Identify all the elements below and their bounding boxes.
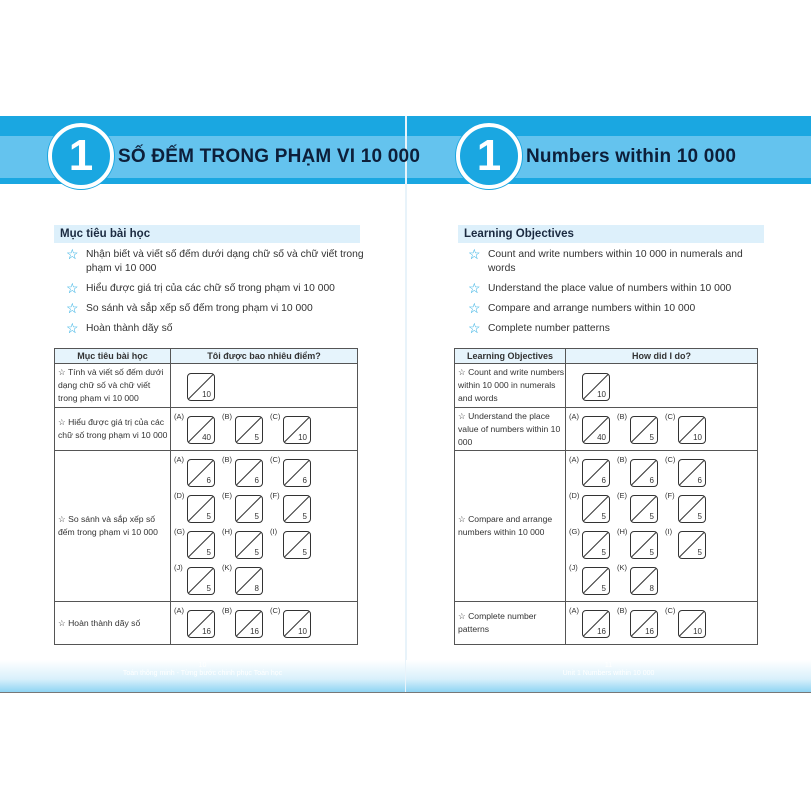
score-box[interactable]: [173, 563, 221, 597]
question-letter: (B): [222, 412, 232, 421]
table-row-label: ☆ Hiểu được giá trị của các chữ số trong phạm vi 10 000: [55, 408, 171, 451]
max-score: 5: [649, 548, 654, 557]
score-box[interactable]: [568, 563, 616, 597]
score-box[interactable]: [616, 606, 664, 640]
table-row-label: ☆ Compare and arrange numbers within 10 000: [455, 451, 566, 602]
page-footer: [406, 662, 811, 678]
score-fraction-box[interactable]: [630, 610, 658, 638]
score-fraction-box[interactable]: [582, 459, 610, 487]
score-box[interactable]: [664, 527, 712, 561]
bottom-rule: [0, 692, 811, 693]
score-box[interactable]: [221, 606, 269, 640]
score-box[interactable]: [173, 412, 221, 446]
question-letter: (C): [665, 412, 676, 421]
score-box[interactable]: [568, 455, 616, 489]
score-fraction-box[interactable]: [235, 495, 263, 523]
score-cells: [566, 408, 757, 450]
footer-text: Toán thông minh - Từng bước chinh phục Toán học: [122, 670, 283, 677]
star-outline-icon: ☆: [468, 300, 481, 316]
question-letter: (C): [270, 412, 281, 421]
score-box[interactable]: [221, 527, 269, 561]
score-box[interactable]: [173, 606, 221, 640]
score-fraction-box[interactable]: [678, 531, 706, 559]
score-cells: [171, 602, 357, 644]
question-letter: (B): [617, 455, 627, 464]
score-box[interactable]: [221, 455, 269, 489]
column-header: How did I do?: [566, 349, 758, 364]
score-box[interactable]: [221, 412, 269, 446]
question-letter: (C): [665, 606, 676, 615]
score-box[interactable]: [616, 455, 664, 489]
score-fraction-box[interactable]: [187, 567, 215, 595]
question-letter: (A): [569, 455, 579, 464]
max-score: 40: [202, 433, 211, 442]
max-score: 5: [697, 512, 702, 521]
score-fraction-box[interactable]: [187, 459, 215, 487]
max-score: 10: [693, 433, 702, 442]
score-fraction-box[interactable]: [582, 610, 610, 638]
score-fraction-box[interactable]: [187, 416, 215, 444]
max-score: 5: [697, 548, 702, 557]
max-score: 8: [254, 584, 259, 593]
score-fraction-box[interactable]: [630, 459, 658, 487]
score-box[interactable]: [269, 491, 317, 525]
score-box[interactable]: [173, 527, 221, 561]
score-box[interactable]: [173, 455, 221, 489]
score-fraction-box[interactable]: [630, 567, 658, 595]
score-fraction-box[interactable]: [235, 531, 263, 559]
max-score: 16: [597, 627, 606, 636]
score-fraction-box[interactable]: [582, 373, 610, 401]
score-fraction-box[interactable]: [235, 416, 263, 444]
score-box[interactable]: [664, 455, 712, 489]
star-outline-icon: ☆: [468, 246, 481, 262]
objectives-list: [468, 248, 768, 342]
question-letter: (E): [617, 491, 627, 500]
question-letter: (J): [569, 563, 578, 572]
score-cells: [171, 451, 357, 601]
score-fraction-box[interactable]: [187, 495, 215, 523]
question-letter: (G): [174, 527, 185, 536]
score-table: [454, 348, 758, 645]
score-box[interactable]: [616, 412, 664, 446]
max-score: 10: [597, 389, 606, 399]
score-table: [54, 348, 358, 645]
question-letter: (F): [665, 491, 675, 500]
max-score: 6: [601, 476, 606, 485]
max-score: 5: [206, 548, 211, 557]
objective-item: ☆ Understand the place value of numbers within 10 000: [468, 280, 732, 296]
max-score: 10: [298, 627, 307, 636]
score-fraction-box[interactable]: [283, 531, 311, 559]
table-row-label: ☆ Hoàn thành dãy số: [55, 602, 171, 645]
score-cells: [566, 365, 757, 407]
score-box[interactable]: [221, 563, 269, 597]
score-fraction-box[interactable]: [235, 459, 263, 487]
max-score: 6: [649, 476, 654, 485]
objective-item: ☆ Nhận biết và viết số đếm dưới dạng chữ số và chữ viết trong phạm vi 10 000: [66, 246, 364, 274]
score-box[interactable]: [664, 491, 712, 525]
max-score: 5: [649, 512, 654, 521]
chapter-title: SỐ ĐẾM TRONG PHẠM VI 10 000: [118, 146, 421, 167]
score-box[interactable]: [173, 369, 221, 403]
page-footer: [0, 662, 405, 678]
score-fraction-box[interactable]: [582, 416, 610, 444]
max-score: 10: [298, 433, 307, 442]
question-letter: (C): [270, 606, 281, 615]
objective-item: ☆ Compare and arrange numbers within 10 000: [468, 300, 696, 316]
column-header: Tôi được bao nhiêu điểm?: [171, 349, 358, 364]
question-letter: (C): [665, 455, 676, 464]
question-letter: (B): [617, 412, 627, 421]
max-score: 5: [601, 512, 606, 521]
question-letter: (B): [617, 606, 627, 615]
max-score: 5: [254, 512, 259, 521]
question-letter: (A): [569, 606, 579, 615]
max-score: 5: [601, 584, 606, 593]
star-outline-icon: ☆: [468, 280, 481, 296]
column-header: Mục tiêu bài học: [55, 349, 171, 364]
question-letter: (A): [569, 412, 579, 421]
score-fraction-box[interactable]: [582, 495, 610, 523]
star-outline-icon: ☆: [468, 320, 481, 336]
question-letter: (C): [270, 455, 281, 464]
score-fraction-box[interactable]: [630, 495, 658, 523]
table-row-label: ☆ So sánh và sắp xếp số đếm trong phạm vi 10 000: [55, 451, 171, 602]
question-letter: (E): [222, 491, 232, 500]
score-box[interactable]: [568, 527, 616, 561]
objective-item: ☆ Hiểu được giá trị của các chữ số trong phạm vi 10 000: [66, 280, 335, 296]
score-cells: [566, 451, 757, 601]
star-outline-icon: ☆: [66, 246, 79, 262]
column-header: Learning Objectives: [455, 349, 566, 364]
objective-item: ☆ Count and write numbers within 10 000 in numerals and words: [468, 246, 743, 274]
max-score: 6: [302, 476, 307, 485]
star-outline-icon: ☆: [66, 280, 79, 296]
page-number: 10: [198, 662, 207, 669]
objectives-heading: Mục tiêu bài học: [54, 225, 360, 243]
question-letter: (G): [569, 527, 580, 536]
score-fraction-box[interactable]: [283, 495, 311, 523]
table-row-label: ☆ Count and write numbers within 10 000 in numerals and words: [455, 364, 566, 408]
question-letter: (A): [174, 606, 184, 615]
question-letter: (D): [569, 491, 580, 500]
objective-item: ☆ So sánh và sắp xếp số đếm trong phạm vi 10 000: [66, 300, 313, 316]
objective-item: ☆ Complete number patterns: [468, 320, 610, 336]
question-letter: (I): [270, 527, 278, 536]
footer-text: Unit 1 Numbers within 10 000: [562, 670, 655, 677]
question-letter: (K): [617, 563, 627, 572]
objective-item: ☆ Hoàn thành dãy số: [66, 320, 173, 336]
score-cells: [566, 602, 757, 644]
max-score: 16: [250, 627, 259, 636]
question-letter: (A): [174, 412, 184, 421]
max-score: 40: [597, 433, 606, 442]
score-fraction-box[interactable]: [678, 610, 706, 638]
score-box[interactable]: [568, 369, 616, 403]
max-score: 6: [697, 476, 702, 485]
max-score: 16: [202, 627, 211, 636]
score-fraction-box[interactable]: [283, 459, 311, 487]
max-score: 8: [649, 584, 654, 593]
score-box[interactable]: [269, 527, 317, 561]
max-score: 6: [206, 476, 211, 485]
question-letter: (J): [174, 563, 183, 572]
score-fraction-box[interactable]: [235, 610, 263, 638]
score-fraction-box[interactable]: [630, 416, 658, 444]
score-fraction-box[interactable]: [187, 373, 215, 401]
score-box[interactable]: [173, 491, 221, 525]
page-gutter: [405, 116, 407, 692]
score-box[interactable]: [568, 606, 616, 640]
score-box[interactable]: [269, 412, 317, 446]
score-fraction-box[interactable]: [678, 416, 706, 444]
score-box[interactable]: [221, 491, 269, 525]
score-box[interactable]: [616, 527, 664, 561]
question-letter: (B): [222, 455, 232, 464]
page-number: 11: [604, 662, 613, 669]
max-score: 5: [206, 512, 211, 521]
max-score: 5: [254, 548, 259, 557]
max-score: 5: [254, 433, 259, 442]
score-fraction-box[interactable]: [678, 459, 706, 487]
table-row-label: ☆ Understand the place value of numbers within 10 000: [455, 408, 566, 451]
max-score: 5: [302, 548, 307, 557]
star-outline-icon: ☆: [66, 300, 79, 316]
max-score: 5: [649, 433, 654, 442]
star-outline-icon: ☆: [66, 320, 79, 336]
chapter-number-badge: 1: [456, 123, 522, 189]
score-box[interactable]: [269, 606, 317, 640]
objectives-list: [66, 248, 366, 342]
score-box[interactable]: [664, 606, 712, 640]
question-letter: (A): [174, 455, 184, 464]
max-score: 5: [601, 548, 606, 557]
score-fraction-box[interactable]: [187, 531, 215, 559]
score-box[interactable]: [568, 412, 616, 446]
score-box[interactable]: [616, 491, 664, 525]
question-letter: (B): [222, 606, 232, 615]
score-fraction-box[interactable]: [235, 567, 263, 595]
score-fraction-box[interactable]: [582, 567, 610, 595]
table-row-label: ☆ Tính và viết số đếm dưới dạng chữ số và chữ viết trong phạm vi 10 000: [55, 364, 171, 408]
max-score: 10: [202, 389, 211, 399]
table-row-label: ☆ Complete number patterns: [455, 602, 566, 645]
score-cells: [171, 365, 357, 407]
max-score: 5: [206, 584, 211, 593]
score-box[interactable]: [269, 455, 317, 489]
score-box[interactable]: [664, 412, 712, 446]
question-letter: (H): [617, 527, 628, 536]
question-letter: (K): [222, 563, 232, 572]
max-score: 10: [693, 627, 702, 636]
question-letter: (H): [222, 527, 233, 536]
score-fraction-box[interactable]: [283, 416, 311, 444]
score-box[interactable]: [568, 491, 616, 525]
max-score: 5: [302, 512, 307, 521]
score-fraction-box[interactable]: [187, 610, 215, 638]
score-fraction-box[interactable]: [283, 610, 311, 638]
max-score: 16: [645, 627, 654, 636]
question-letter: (I): [665, 527, 673, 536]
question-letter: (F): [270, 491, 280, 500]
score-cells: [171, 408, 357, 450]
question-letter: (D): [174, 491, 185, 500]
score-fraction-box[interactable]: [678, 495, 706, 523]
score-box[interactable]: [616, 563, 664, 597]
chapter-number-badge: 1: [48, 123, 114, 189]
score-fraction-box[interactable]: [630, 531, 658, 559]
score-fraction-box[interactable]: [582, 531, 610, 559]
chapter-title: Numbers within 10 000: [526, 146, 737, 167]
objectives-heading: Learning Objectives: [458, 225, 764, 243]
max-score: 6: [254, 476, 259, 485]
